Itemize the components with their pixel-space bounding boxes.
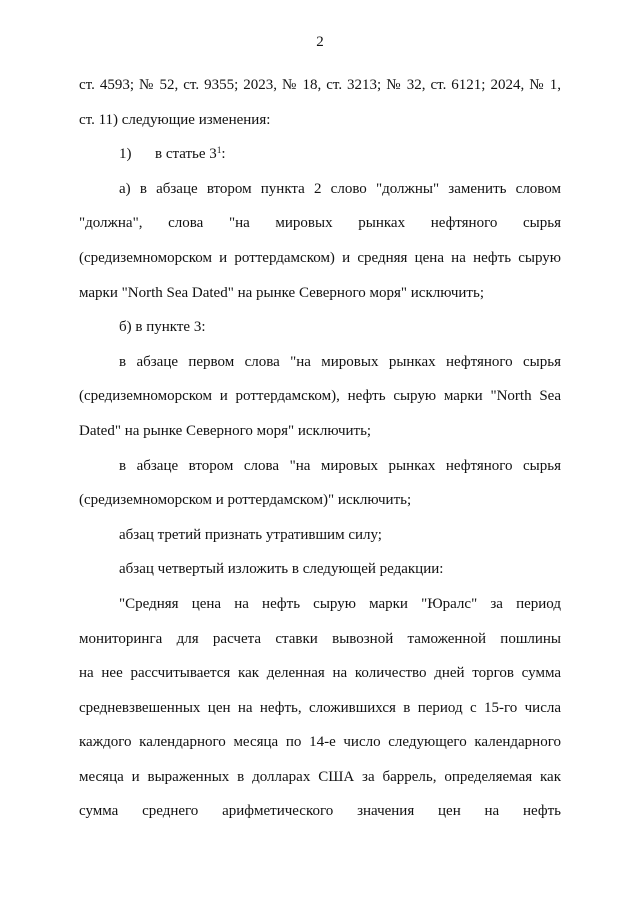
list-item-number: 1) [119, 146, 132, 163]
list-item-colon: : [221, 146, 226, 163]
text-line: абзац третий признать утратившим силу; [119, 526, 382, 543]
text-line: Dated" на рынке Северного моря" исключить; [79, 422, 372, 439]
text-line: на нее рассчитывается как деленная на количество дней торгов сумма [79, 665, 561, 682]
text-line: в абзаце втором слова "на мировых рынках нефтяного сырья [119, 457, 561, 474]
text-line: абзац четвертый изложить в следующей редакции: [119, 561, 444, 578]
page-number: 2 [316, 34, 324, 50]
text-line: "Средняя цена на нефть сырую марки "Юралс" за период [119, 595, 561, 612]
text-line: мониторинга для расчета ставки вывозной таможенной пошлины [79, 630, 561, 647]
text-line: ст. 4593; № 52, ст. 9355; 2023, № 18, ст. 3213; № 32, ст. 6121; 2024, № 1, [79, 77, 561, 93]
text-line: месяца и выраженных в долларах США за баррель, определяемая как [79, 768, 561, 785]
document-body [79, 68, 561, 829]
text-line: (средиземноморском и роттердамском), нефть сырую марки "North Sea [79, 388, 561, 405]
text-line: марки "North Sea Dated" на рынке Северного моря" исключить; [79, 284, 484, 301]
text-line: сумма среднего арифметического значения цен на нефть [79, 803, 561, 820]
superscript: 1 [216, 145, 222, 156]
text-line: (средиземноморском и роттердамском) и средняя цена на нефть сырую [79, 249, 561, 266]
text-line: "должна", слова "на мировых рынках нефтяного сырья [79, 215, 561, 232]
text-line: (средиземноморском и роттердамском)" исключить; [79, 492, 412, 509]
text-line: средневзвешенных цен на нефть, сложившихся в период с 15-го числа [79, 699, 561, 716]
text-line: а) в абзаце втором пункта 2 слово "должны" заменить словом [119, 180, 561, 197]
list-item-text: в статье 3 [155, 146, 217, 163]
text-line: в абзаце первом слова "на мировых рынках нефтяного сырья [119, 353, 561, 370]
text-line: ст. 11) следующие изменения: [79, 111, 271, 128]
list-item-heading [79, 137, 561, 172]
text-line: б) в пункте 3: [119, 319, 206, 336]
text-line: каждого календарного месяца по 14-е число следующего календарного [79, 734, 561, 751]
